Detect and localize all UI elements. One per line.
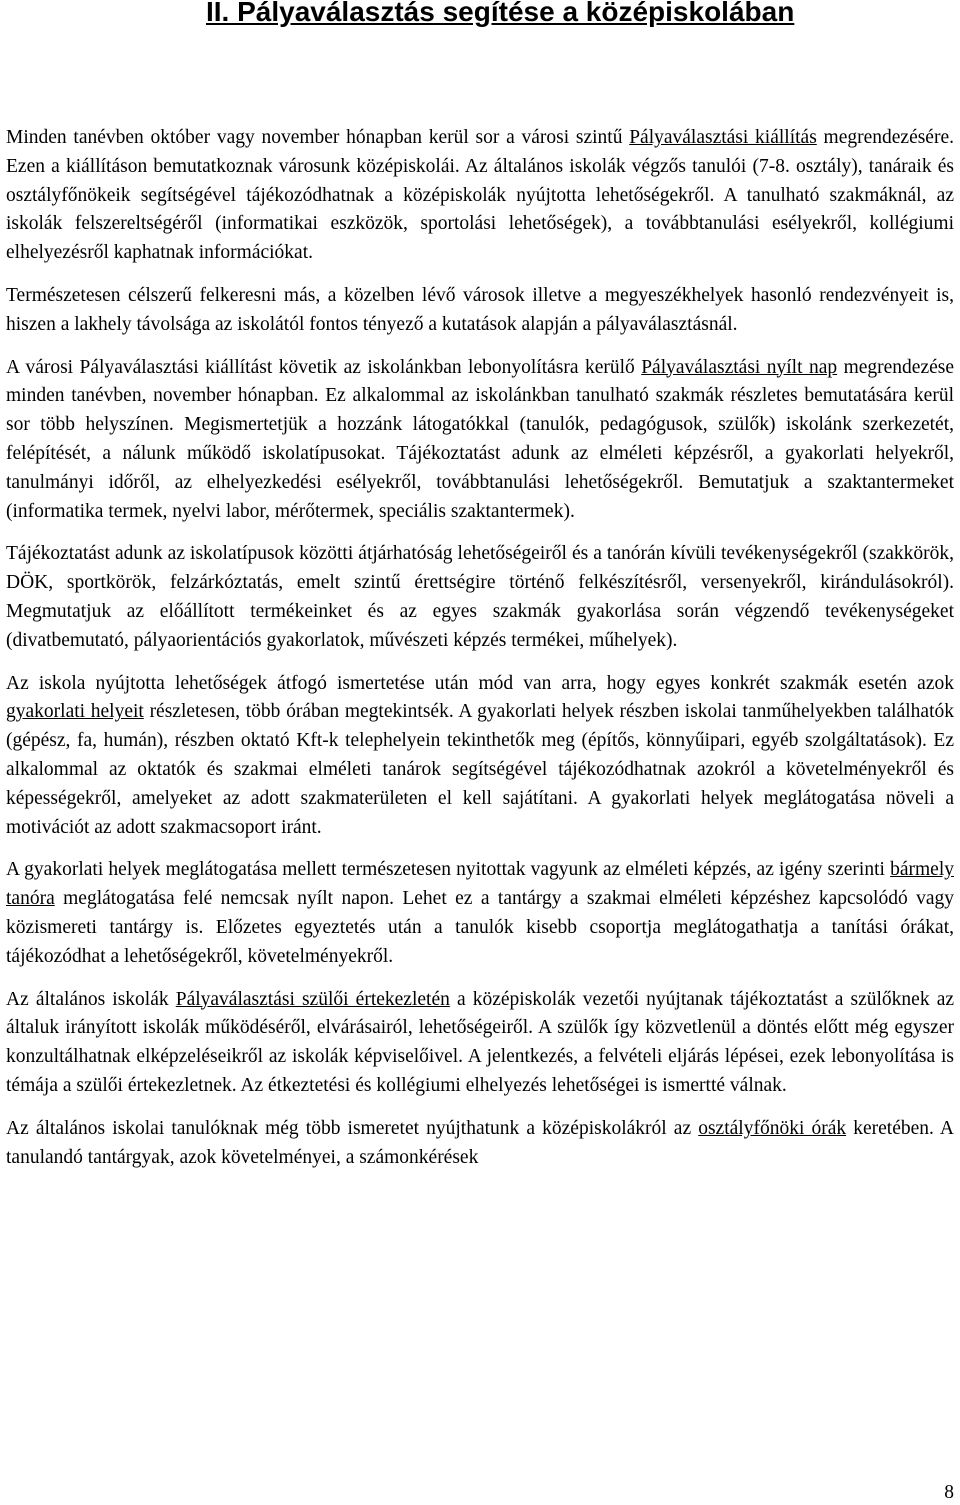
paragraph	[6, 670, 954, 843]
paragraph	[6, 986, 954, 1101]
underlined-phrase: Pályaválasztási szülői értekezletén	[175, 988, 450, 1010]
document-body	[6, 124, 954, 1186]
paragraph	[6, 282, 954, 340]
underlined-phrase: gyakorlati helyeit	[6, 701, 144, 723]
paragraph-text: Tájékoztatást adunk az iskolatípusok közötti átjárhatóság lehetőségeiről és a tanórán kívüli tevékenységekről (szakkörök, DÖK, sportkörök, felzárkóztatás, emelt szintű érettségire történő felkészítésről, versenyekről, kirándulásokról). Megmutatjuk az előállított termékeinket és az egyes szakmák gyakorlása során végzendő tevékenységeket (divatbemutató, pályaorientációs gyakorlatok, művészeti képzés termékei, műhelyek).	[6, 543, 954, 651]
paragraph-text: meglátogatása felé nemcsak nyílt napon. Lehet ez a tantárgy a szakmai elméleti képzéshez kapcsolódó vagy közismereti tantárgy is. Előzetes egyeztetés után a tanulók kisebb csoportja meglátogathatja a tanítási órákat, tájékozódhat a lehetőségekről, követelményekről.	[6, 888, 954, 967]
underlined-phrase: osztályfőnöki órák	[698, 1117, 847, 1139]
underlined-phrase: bármely tanóra	[6, 859, 954, 910]
paragraph-text: Az általános iskolai tanulóknak még több ismeretet nyújthatunk a középiskolákról az	[6, 1117, 699, 1139]
paragraph-text: megrendezése minden tanévben, november hónapban. Ez alkalommal az iskolánkban tanulható szakmák részletes bemutatására kerül sor több helyszínen. Megismertetjük a hozzánk látogatókkal (tanulók, pedagógusok, szülők) iskolánk szerkezetét, felépítését, a nálunk működő iskolatípusokat. Tájékoztatást adunk az elméleti képzésről, a gyakorlati helyekről, tanulmányi időről, az elhelyezkedési esélyekről, továbbtanulási lehetőségekről. Bemutatjuk a szaktantermeket (informatika termek, nyelvi labor, mérőtermek, speciális szaktantermek).	[6, 356, 954, 522]
paragraph-text: keretében. A tanulandó tantárgyak, azok követelményei, a számonkérések	[6, 1117, 954, 1168]
paragraph	[6, 354, 954, 527]
underlined-phrase: Pályaválasztási nyílt nap	[641, 356, 838, 378]
paragraph-text: A városi Pályaválasztási kiállítást követik az iskolánkban lebonyolításra kerülő	[6, 356, 642, 378]
paragraph	[6, 856, 954, 971]
page-number: 8	[944, 1482, 954, 1503]
page-title: II. Pályaválasztás segítése a középiskolában	[206, 0, 795, 27]
paragraph-text: A gyakorlati helyek meglátogatása mellett természetesen nyitottak vagyunk az elméleti képzés, az igény szerinti	[6, 859, 891, 881]
paragraph	[6, 540, 954, 655]
paragraph-text: a középiskolák vezetői nyújtanak tájékoztatást a szülőknek az általuk irányított iskolák működéséről, elvárásairól, lehetőségeiről. A szülők így közvetlenül a döntés előtt még egyszer konzultálhatnak elképzeléseikről az iskolák képviselőivel. A jelentkezés, a felvételi eljárás lépései, ezek lebonyolítása is témája a szülői értekezletnek. Az étkeztetési és kollégiumi elhelyezés lehetőségei is ismertté válnak.	[6, 988, 955, 1096]
paragraph-text: Az általános iskolák	[6, 988, 176, 1010]
paragraph	[6, 1115, 954, 1173]
paragraph-text: részletesen, több órában megtekintsék. A gyakorlati helyek részben iskolai tanműhelyekben találhatók (gépész, fa, humán), részben oktató Kft-k telephelyein tekinthetők meg (építős, könnyűipari, egyéb szolgáltatások). Ez alkalommal az oktatók és szakmai elméleti tanárok segítségével tájékozódhatnak azokról a követelményekről és képességekről, amelyeket az adott szakmaterületen el kell sajátítani. A gyakorlati helyek meglátogatása növeli a motivációt az adott szakmacsoport iránt.	[6, 701, 954, 838]
underlined-phrase: Pályaválasztási kiállítás	[629, 127, 817, 148]
paragraph-text: megrendezésére. Ezen a kiállításon bemutatkoznak városunk középiskolái. Az általános iskolák végzős tanulói (7-8. osztály), tanáraik és osztályfőnökeik segítségével tájékozódhatnak a középiskolák nyújtotta lehetőségekről. A tanulható szakmáknál, az iskolák felszereltségéről (informatikai eszközök, sportolási lehetőségek), a továbbtanulási esélyekről, kollégiumi elhelyezésről kaphatnak információkat.	[6, 127, 954, 264]
paragraph-text: Természetesen célszerű felkeresni más, a közelben lévő városok illetve a megyeszékhelyek hasonló rendezvényeit is, hiszen a lakhely távolsága az iskolától fontos tényező a kutatások alapján a pályaválasztásnál.	[6, 284, 954, 335]
paragraph-text: Az iskola nyújtotta lehetőségek átfogó ismertetése után mód van arra, hogy egyes konkrét szakmák esetén azok	[6, 672, 954, 694]
paragraph-text: Minden tanévben október vagy november hónapban kerül sor a városi szintű	[6, 127, 630, 148]
paragraph	[6, 124, 954, 268]
